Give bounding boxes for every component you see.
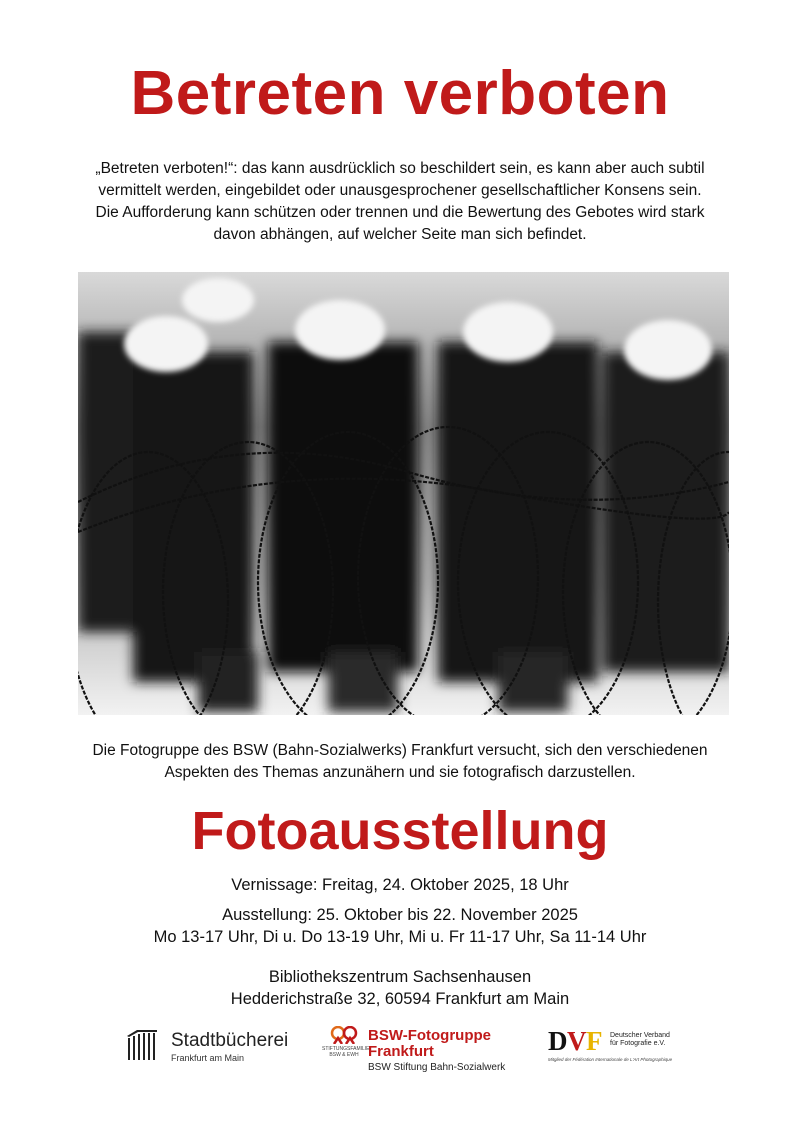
venue-address: Hedderichstraße 32, 60594 Frankfurt am Main xyxy=(230,990,570,1008)
dvf-logo xyxy=(548,1026,678,1066)
bsw-tiny-line: BSW & EWH xyxy=(329,1052,359,1058)
exhibition-heading: Fotoausstellung xyxy=(191,801,609,861)
bsw-logo xyxy=(322,1024,542,1078)
stadtbuecherei-name: Stadtbücherei xyxy=(171,1030,289,1051)
opening-hours: Mo 13-17 Uhr, Di u. Do 13-19 Uhr, Mi u. Fr 11-17 Uhr, Sa 11-14 Uhr xyxy=(153,928,647,946)
description-line: Aspekten des Themas anzunähern und sie fotografisch darzustellen. xyxy=(164,764,636,781)
dvf-mark-icon xyxy=(548,1026,606,1054)
stadtbuecherei-logo xyxy=(125,1026,305,1066)
description-line: Die Fotogruppe des BSW (Bahn-Sozialwerks) Frankfurt versucht, sich den verschiedenen xyxy=(92,742,708,759)
dvf-line: für Fotografie e.V. xyxy=(610,1040,666,1047)
bsw-title-line: Frankfurt xyxy=(368,1043,434,1060)
bsw-figures-icon xyxy=(330,1026,358,1044)
library-columns-icon xyxy=(125,1030,159,1060)
intro-line: vermittelt werden, eingebildet oder unausgesprochener gesellschaftlicher Konsens sein. xyxy=(98,182,702,199)
dvf-note: Mitglied der Fédération Internationale de L'Art Photographique xyxy=(548,1057,673,1062)
exhibition-dates: Ausstellung: 25. Oktober bis 22. November 2025 xyxy=(222,906,578,924)
description-text xyxy=(40,740,760,784)
bsw-title-line: BSW-Fotogruppe xyxy=(368,1027,492,1044)
bsw-sub: BSW Stiftung Bahn-Sozialwerk xyxy=(368,1062,506,1073)
stadtbuecherei-sub: Frankfurt am Main xyxy=(171,1053,245,1063)
vernissage-line: Vernissage: Freitag, 24. Oktober 2025, 18 Uhr xyxy=(231,876,569,894)
intro-line: davon abhängen, auf welcher Seite man sich befindet. xyxy=(213,226,587,243)
dvf-mark-f: F xyxy=(586,1026,603,1054)
venue-name: Bibliothekszentrum Sachsenhausen xyxy=(268,968,532,986)
dvf-mark-v: V xyxy=(567,1026,587,1054)
poster-photo xyxy=(78,272,729,715)
dvf-line: Deutscher Verband xyxy=(610,1032,670,1039)
intro-line: Die Aufforderung kann schützen oder trennen und die Bewertung des Gebotes wird stark xyxy=(95,204,705,221)
dvf-mark-d: D xyxy=(548,1026,568,1054)
poster-title: Betreten verboten xyxy=(130,59,670,128)
intro-text xyxy=(60,158,740,246)
intro-line: „Betreten verboten!“: das kann ausdrücklich so beschildert sein, es kann aber auch subtil xyxy=(95,160,705,177)
sponsor-logos xyxy=(0,1022,800,1082)
bsw-tiny-line: STIFTUNGSFAMILIE xyxy=(322,1046,370,1052)
